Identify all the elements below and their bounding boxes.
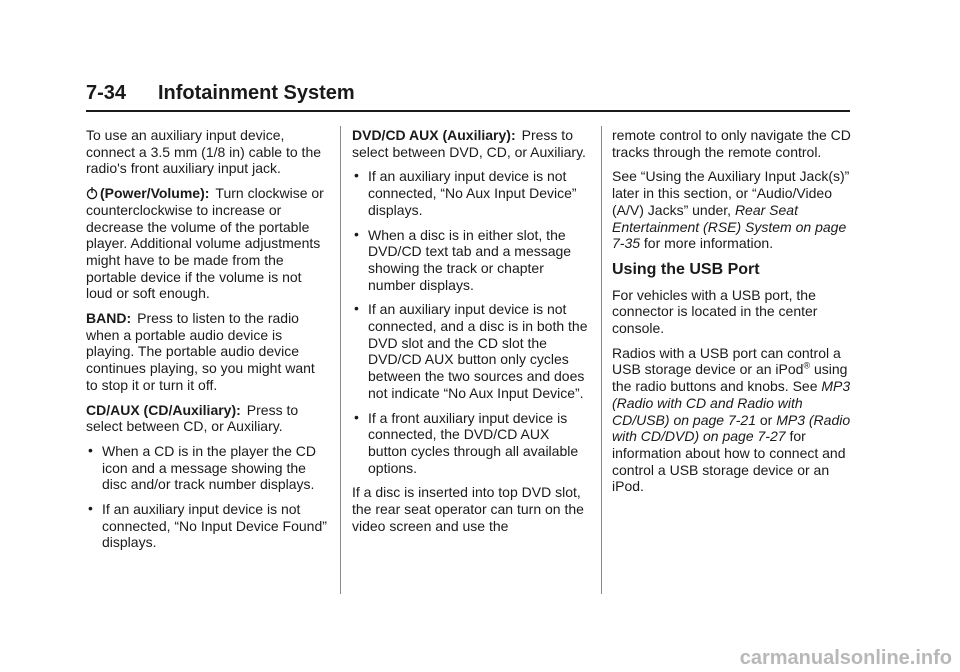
power-volume-paragraph bbox=[86, 185, 330, 302]
cdaux-paragraph bbox=[86, 402, 330, 435]
bullet-icon: • bbox=[88, 441, 93, 458]
list-item: • If an auxiliary input device is not connected, “No Aux Input Device” displays. bbox=[354, 167, 577, 218]
continuation-paragraph: remote control to only navigate the CD tracks through the remote control. bbox=[612, 127, 851, 160]
bullet-icon: • bbox=[354, 225, 359, 242]
page-number: 7-34 bbox=[86, 82, 127, 104]
dvd-term: DVD/CD AUX (Auxiliary): bbox=[352, 127, 516, 143]
power-icon bbox=[86, 186, 98, 200]
list-item: • If an auxiliary input device is not connected, and a disc is in both the DVD slot and the CD slot the DVD/CD AUX button only cycles between the two sources and does not indicate “No Aux Input Device”. bbox=[354, 300, 588, 401]
band-term: BAND: bbox=[86, 310, 132, 327]
bullet-icon: • bbox=[354, 300, 359, 317]
band-paragraph bbox=[86, 310, 330, 394]
dvd-bullet-list bbox=[352, 168, 592, 476]
mp3-cd-usb-reference-link[interactable]: MP3 (Radio with CD and Radio with CD/USB) on page 7-21 bbox=[612, 378, 851, 428]
bullet-icon: • bbox=[354, 408, 359, 425]
watermark: carmanualsonline.info bbox=[739, 647, 952, 669]
intro-paragraph: To use an auxiliary input device, connect a 3.5 mm (1/8 in) cable to the radio's front auxiliary input jack. bbox=[86, 127, 322, 177]
list-item: • If a front auxiliary input device is connected, the DVD/CD AUX button cycles through all available options. bbox=[354, 408, 579, 476]
section-title: Infotainment System bbox=[158, 82, 355, 104]
cdaux-text: Press to select between CD, or Auxiliary. bbox=[86, 401, 299, 435]
registered-mark: ® bbox=[803, 360, 811, 371]
band-text: Press to listen to the radio when a portable audio device is playing. The portable audio device continues playing, so you might want to stop it or turn it off. bbox=[86, 310, 315, 393]
usb-paragraph-2: Radios with a USB port can control a USB storage device or an iPod® using the radio buttons and knobs. See MP3 (Radio with CD and Radio with CD/USB) on page 7-21 or MP3 (Radio with CD/DVD) on page 7-27 for information about how to connect and control a USB storage device or an iPod. bbox=[612, 344, 851, 495]
power-term: (Power/Volume): bbox=[100, 185, 210, 202]
bullet-icon: • bbox=[354, 167, 359, 184]
column-right bbox=[612, 127, 856, 503]
closing-paragraph: If a disc is inserted into top DVD slot, the rear seat operator can turn on the video screen and use the bbox=[352, 484, 584, 534]
cdaux-term: CD/AUX (CD/Auxiliary): bbox=[86, 401, 241, 418]
dvd-text: Press to select between DVD, CD, or Auxiliary. bbox=[352, 127, 586, 160]
dvd-paragraph bbox=[352, 127, 592, 160]
power-text: Turn clockwise or counterclockwise to increase or decrease the volume of the portable player. Additional volume adjustments might have to be made from the portable device if the volume is not loud or soft enough. bbox=[86, 185, 324, 302]
list-item: • When a CD is in the player the CD icon and a message showing the disc and/or track number displays. bbox=[88, 441, 316, 493]
column-middle bbox=[352, 127, 592, 542]
mp3-cd-dvd-reference-link[interactable]: MP3 (Radio with CD/DVD) on page 7-27 bbox=[612, 411, 851, 445]
cdaux-bullet-list bbox=[86, 443, 330, 551]
usb-heading: Using the USB Port bbox=[612, 260, 760, 278]
bullet-icon: • bbox=[88, 500, 93, 517]
page-header bbox=[86, 80, 850, 112]
see-also-paragraph: See “Using the Auxiliary Input Jack(s)” later in this section, or “Audio/Video (A/V) Jacks” under, Rear Seat Entertainment (RSE) System on page 7-35 for more information. bbox=[612, 168, 850, 252]
column-left bbox=[86, 127, 330, 559]
column-divider bbox=[601, 126, 602, 594]
column-divider bbox=[340, 126, 341, 594]
list-item: • If an auxiliary input device is not connected, “No Input Device Found” displays. bbox=[88, 500, 327, 551]
usb-paragraph-1: For vehicles with a USB port, the connector is located in the center console. bbox=[612, 286, 818, 337]
rse-reference-link[interactable]: Rear Seat Entertainment (RSE) System on page 7-35 bbox=[612, 201, 847, 252]
list-item: • When a disc is in either slot, the DVD/CD text tab and a message showing the track or chapter number displays. bbox=[354, 225, 572, 293]
